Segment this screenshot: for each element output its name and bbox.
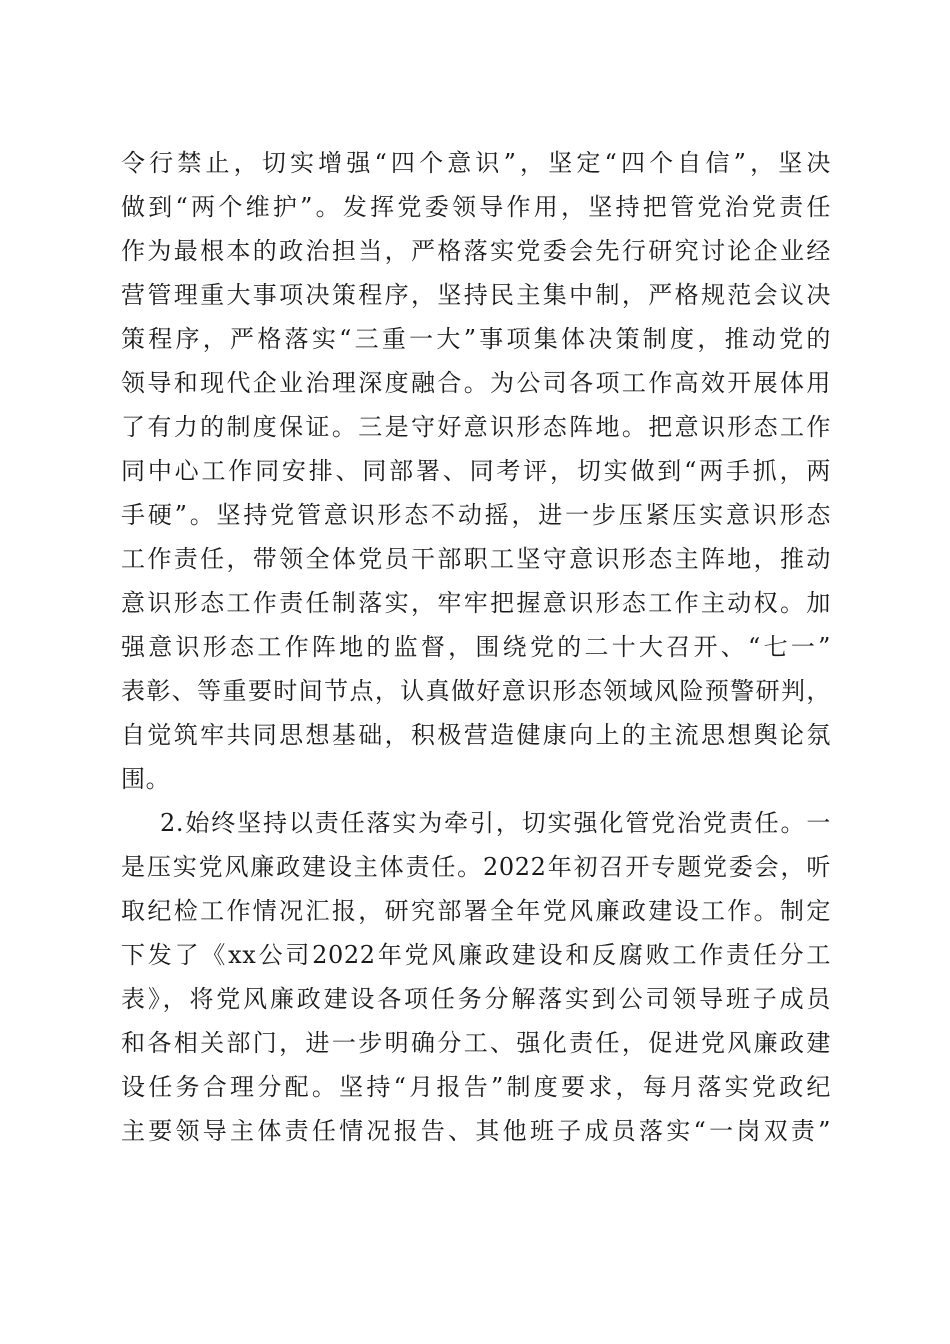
text-line: 作为最根本的政治担当，严格落实党委会先行研究讨论企业经 bbox=[121, 237, 831, 265]
text-line: 工作责任，带领全体党员干部职工坚守意识形态主阵地，推动 bbox=[121, 545, 831, 573]
text-line: 设任务合理分配。坚持“月报告”制度要求，每月落实党政纪 bbox=[121, 1073, 831, 1101]
text-line: 和各相关部门，进一步明确分工、强化责任，促进党风廉政建 bbox=[121, 1029, 831, 1057]
text-line: 了有力的制度保证。三是守好意识形态阵地。把意识形态工作 bbox=[121, 413, 831, 441]
text-line: 取纪检工作情况汇报，研究部署全年党风廉政建设工作。制定 bbox=[121, 897, 831, 925]
text-line: 策程序，严格落实“三重一大”事项集体决策制度，推动党的 bbox=[121, 325, 831, 353]
text-line: 令行禁止，切实增强“四个意识”，坚定“四个自信”，坚决 bbox=[121, 149, 831, 177]
text-line: 下发了《xx公司2022年党风廉政建设和反腐败工作责任分工 bbox=[121, 941, 831, 969]
text-line: 做到“两个维护”。发挥党委领导作用，坚持把管党治党责任 bbox=[121, 193, 831, 221]
text-line: 手硬”。坚持党管意识形态不动摇，进一步压紧压实意识形态 bbox=[121, 501, 831, 529]
text-line: 同中心工作同安排、同部署、同考评，切实做到“两手抓，两 bbox=[121, 457, 831, 485]
section-heading-line: 2.始终坚持以责任落实为牵引，切实强化管党治党责任。一 bbox=[160, 809, 831, 837]
text-line: 主要领导主体责任情况报告、其他班子成员落实“一岗双责” bbox=[121, 1117, 831, 1145]
text-line: 领导和现代企业治理深度融合。为公司各项工作高效开展体用 bbox=[121, 369, 831, 397]
text-line: 是压实党风廉政建设主体责任。2022年初召开专题党委会，听 bbox=[121, 853, 831, 881]
text-line: 自觉筑牢共同思想基础，积极营造健康向上的主流思想舆论氛 bbox=[121, 721, 831, 749]
text-line: 表》，将党风廉政建设各项任务分解落实到公司领导班子成员 bbox=[121, 985, 831, 1013]
text-line: 意识形态工作责任制落实，牢牢把握意识形态工作主动权。加 bbox=[121, 589, 831, 617]
text-line: 围。 bbox=[121, 765, 171, 793]
text-line: 表彰、等重要时间节点，认真做好意识形态领域风险预警研判， bbox=[121, 677, 831, 705]
text-line: 强意识形态工作阵地的监督，围绕党的二十大召开、“七一” bbox=[121, 633, 831, 661]
text-line: 营管理重大事项决策程序，坚持民主集中制，严格规范会议决 bbox=[121, 281, 831, 309]
